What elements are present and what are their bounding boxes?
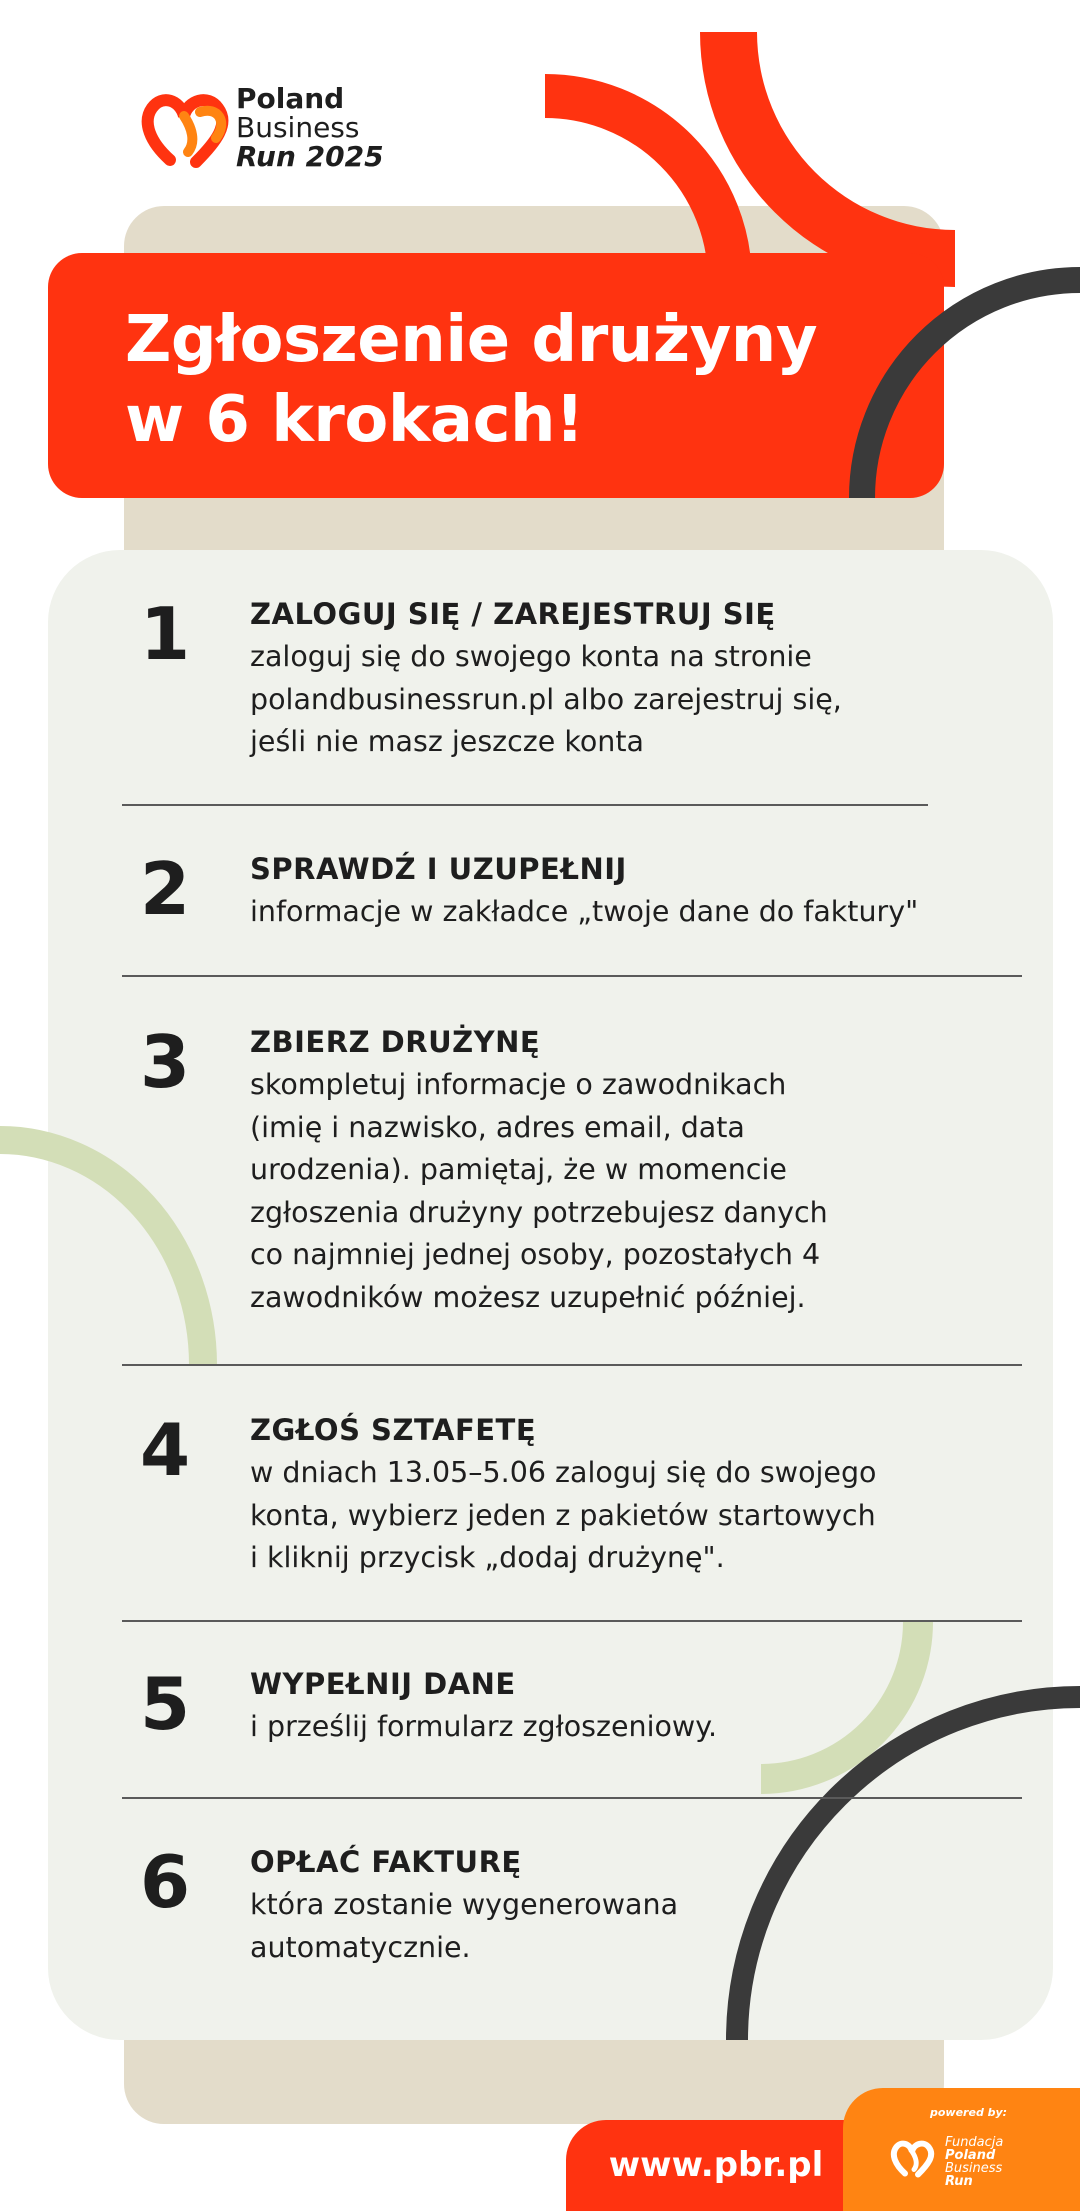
step-number: 5: [140, 1662, 191, 1746]
foundation-line-2: Poland: [945, 2148, 996, 2163]
divider: [122, 804, 928, 806]
divider: [122, 975, 1022, 977]
step-text-line: polandbusinessrun.pl albo zarejestruj się,: [250, 682, 842, 716]
step-text-line: konta, wybierz jeden z pakietów startowych: [250, 1498, 876, 1532]
website-link[interactable]: www.pbr.pl: [608, 2145, 824, 2185]
foundation-line-1: Fundacja: [945, 2135, 1004, 2150]
step-title: ZBIERZ DRUŻYNĘ: [250, 1025, 541, 1059]
page-title-line-1: Zgłoszenie drużyny: [125, 303, 818, 377]
foundation-line-4: Run: [945, 2174, 973, 2189]
step-title: ZGŁOŚ SZTAFETĘ: [250, 1413, 537, 1447]
step-title: OPŁAĆ FAKTURĘ: [250, 1845, 522, 1879]
logo-line-1: Poland: [236, 82, 345, 115]
step-text-line: i kliknij przycisk „dodaj drużynę".: [250, 1541, 725, 1574]
step-number: 4: [140, 1408, 191, 1492]
step-text-line: która zostanie wygenerowana: [250, 1888, 679, 1921]
step-text-line: zawodników możesz uzupełnić później.: [250, 1280, 806, 1314]
green-arc-left-decoration: [0, 1140, 203, 1365]
step-text-line: zgłoszenia drużyny potrzebujesz danych: [250, 1195, 828, 1229]
powered-by-label: powered by:: [930, 2106, 1008, 2119]
foundation-line-3: Business: [945, 2161, 1003, 2176]
step-text-line: w dniach 13.05–5.06 zaloguj się do swojego: [250, 1456, 877, 1489]
divider: [122, 1620, 1022, 1622]
logo-line-2: Business: [236, 111, 360, 144]
step-description: [250, 1884, 970, 1969]
logo-line-3: Run 2025: [236, 140, 384, 173]
step-title: SPRAWDŹ I UZUPEŁNIJ: [250, 852, 627, 886]
step-number: 6: [140, 1840, 191, 1924]
step-description: [250, 1706, 970, 1749]
step-title: WYPEŁNIJ DANE: [250, 1667, 516, 1701]
step-text-line: co najmniej jednej osoby, pozostałych 4: [250, 1238, 821, 1271]
step-text-line: i prześlij formularz zgłoszeniowy.: [250, 1710, 718, 1743]
step-number: 3: [140, 1020, 191, 1104]
step-text-line: zaloguj się do swojego konta na stronie: [250, 640, 812, 673]
step-text-line: informacje w zakładce „twoje dane do faktury": [250, 895, 919, 928]
foundation-heart-icon: [890, 2134, 940, 2180]
step-number: 2: [140, 847, 191, 931]
step-text-line: (imię i nazwisko, adres email, data: [250, 1110, 745, 1144]
page-title-line-2: w 6 krokach!: [125, 383, 584, 457]
divider: [122, 1797, 1022, 1799]
step-number: 1: [140, 592, 191, 676]
step-text-line: skompletuj informacje o zawodnikach: [250, 1068, 787, 1101]
step-title: ZALOGUJ SIĘ / ZAREJESTRUJ SIĘ: [250, 597, 776, 631]
step-description: [250, 891, 1030, 934]
step-description: [250, 1452, 970, 1580]
foundation-wordmark: [945, 2136, 1003, 2188]
step-text-line: automatycznie.: [250, 1930, 471, 1964]
divider: [122, 1364, 1022, 1366]
step-text-line: urodzenia). pamiętaj, że w momencie: [250, 1153, 787, 1186]
step-text-line: jeśli nie masz jeszcze konta: [250, 725, 644, 758]
step-description: [250, 1064, 970, 1319]
step-description: [250, 636, 970, 764]
